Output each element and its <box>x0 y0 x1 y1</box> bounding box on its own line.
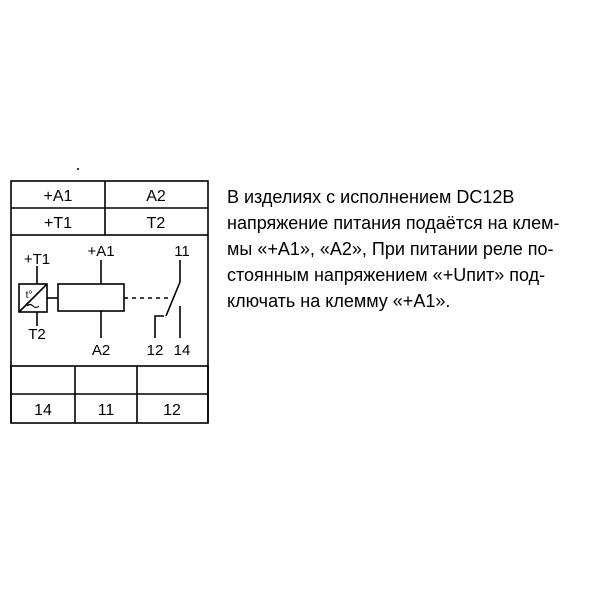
contact-label-14: 14 <box>173 342 191 359</box>
note-line: мы «+A1», «A2», При питании реле по- <box>227 239 554 259</box>
contact-label-12: 12 <box>146 342 164 359</box>
coil-label-a1: +A1 <box>87 243 115 260</box>
note-line: ключать на клемму «+A1». <box>227 291 451 311</box>
bottom-cell-11: 11 <box>97 402 115 419</box>
top-cell-t2: T2 <box>146 215 166 232</box>
top-cell-t1: +T1 <box>43 215 73 232</box>
note-line: стоянным напряжением «+Uпит» под- <box>227 265 546 285</box>
top-cell-a2: A2 <box>146 188 166 205</box>
sensor-label-t1: +T1 <box>23 251 51 268</box>
sensor-label-t2: T2 <box>28 326 46 343</box>
top-cell-a1: +A1 <box>43 188 73 205</box>
sensor-wave-icon <box>27 305 39 308</box>
bottom-cell-12: 12 <box>163 402 181 419</box>
bottom-cell-14: 14 <box>34 402 52 419</box>
contact-switch-arm <box>166 282 180 316</box>
sensor-symbol: t° <box>25 290 33 301</box>
contact-label-11: 11 <box>174 243 190 260</box>
note-line: напряжение питания подаётся на клем- <box>227 213 560 233</box>
description-note <box>227 184 587 314</box>
note-line: В изделиях с исполнением DC12B <box>227 187 515 207</box>
coil-label-a2: A2 <box>91 342 111 359</box>
relay-coil <box>58 284 124 311</box>
